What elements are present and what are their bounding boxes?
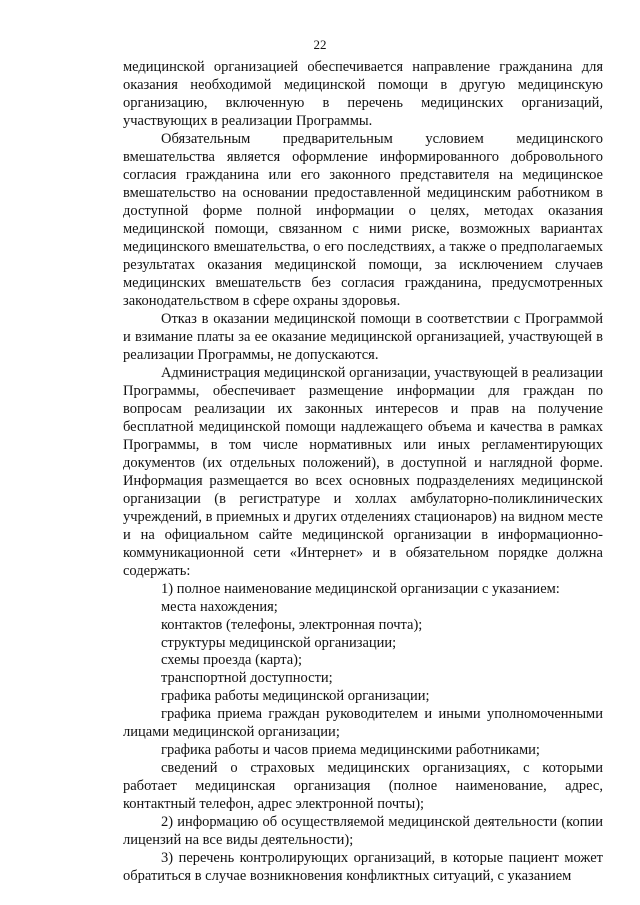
- paragraph: Администрация медицинской организации, участвующей в реализации Программы, обеспечивает размещение информации для граждан по вопросам реализации их законных интересов и прав на получение бесплатной медицинской помощи надлежащего объема и качества в рамках Программы, в том числе нормативных или иных регламентирующих документов (их отдельных положений), в доступной и наглядной форме. Информация размещается во всех основных подразделениях медицинской организации (в регистратуре и холлах амбулаторно-поликлинических учреждений, в приемных и других отделениях стационаров) на видном месте и на официальном сайте медицинской организации в информационно-коммуникационной сети «Интернет» и в обязательном порядке должна содержать:: [123, 364, 603, 579]
- document-body: [123, 59, 603, 886]
- paragraph: 2) информацию об осуществляемой медицинской деятельности (копии лицензий на все виды деятельности);: [123, 814, 603, 849]
- paragraph: графика работы и часов приема медицинскими работниками;: [161, 742, 540, 759]
- paragraph: транспортной доступности;: [161, 670, 333, 687]
- paragraph: медицинской организацией обеспечивается направление гражданина для оказания необходимой медицинской помощи в другую медицинскую организацию, включенную в перечень медицинских организаций, участвующих в реализации Программы.: [123, 59, 603, 129]
- paragraph: 3) перечень контролирующих организаций, в которые пациент может обратиться в случае возникновения конфликтных ситуаций, с указанием: [123, 850, 603, 885]
- paragraph: графика приема граждан руководителем и иными уполномоченными лицами медицинской организации;: [123, 706, 603, 741]
- paragraph: места нахождения;: [161, 598, 278, 615]
- paragraph: 1) полное наименование медицинской организации с указанием:: [161, 580, 560, 597]
- paragraph: графика работы медицинской организации;: [161, 688, 430, 705]
- paragraph: Обязательным предварительным условием медицинского вмешательства является оформление информированного добровольного согласия гражданина или его законного представителя на медицинское вмешательство на основании предоставленной медицинским работником в доступной форме полной информации о целях, методах оказания медицинской помощи, связанном с ними риске, возможных вариантах медицинского вмешательства, о его последствиях, а также о предполагаемых результатах оказания медицинской помощи, за исключением случаев медицинских вмешательств без согласия гражданина, предусмотренных законодательством в сфере охраны здоровья.: [123, 130, 603, 309]
- page-number: 22: [313, 37, 327, 52]
- paragraph: схемы проезда (карта);: [161, 652, 303, 669]
- paragraph: структуры медицинской организации;: [161, 634, 397, 651]
- paragraph: Отказ в оказании медицинской помощи в соответствии с Программой и взимание платы за ее оказание медицинской организацией, участвующей в реализации Программы, не допускаются.: [123, 310, 603, 363]
- paragraph: сведений о страховых медицинских организациях, с которыми работает медицинская организация (полное наименование, адрес, контактный телефон, адрес электронной почты);: [123, 760, 603, 813]
- paragraph: контактов (телефоны, электронная почта);: [161, 616, 423, 633]
